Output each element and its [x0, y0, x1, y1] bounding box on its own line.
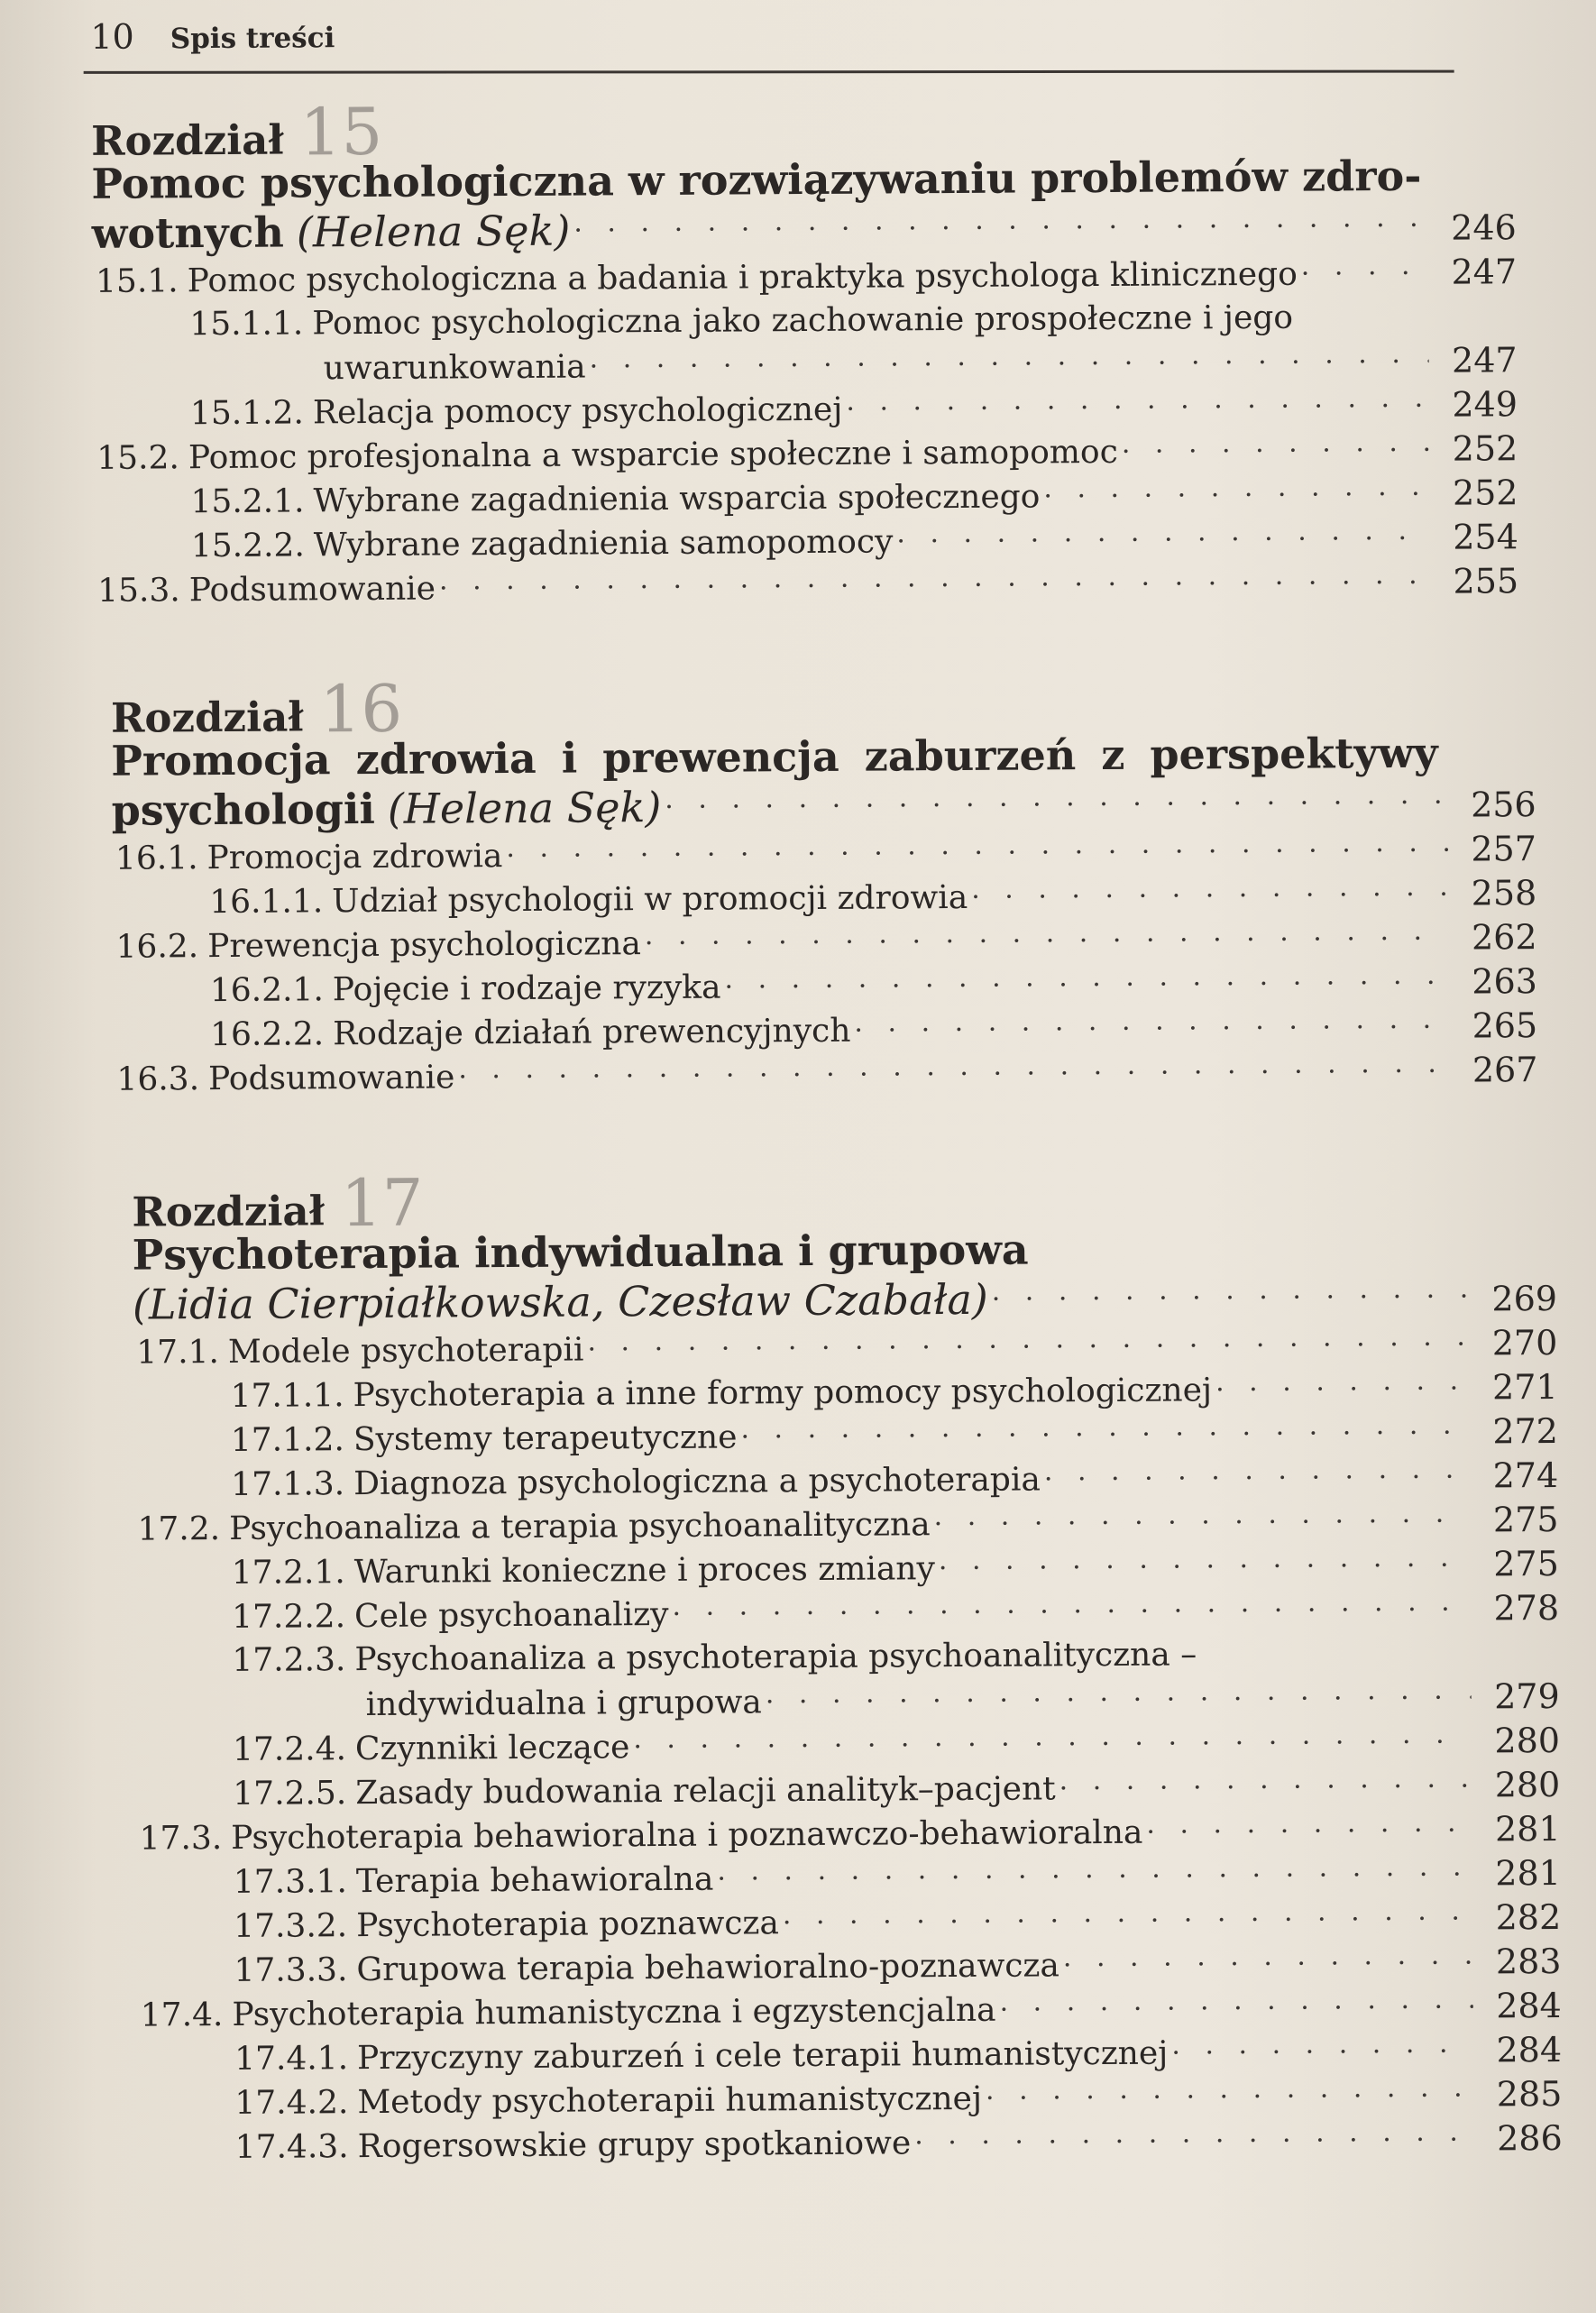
section-number: 17.4.: [140, 1996, 224, 2034]
page-ref: 247: [1451, 339, 1518, 381]
chapter-title: Promocja zdrowia i prewencja zaburzeń z perspektywy: [111, 728, 1438, 785]
section-title: Rogersowskie grupy spotkaniowe: [357, 2124, 912, 2165]
section-title: Pomoc profesjonalna a wsparcie społeczne i samopomoc: [188, 433, 1118, 476]
toc-entry[interactable]: [138, 2116, 1563, 2169]
chapter-heading: [132, 1164, 1556, 1242]
section-number: 17.3.: [139, 1819, 223, 1858]
section-number: 17.4.2.: [234, 2083, 349, 2122]
section-title: Systemy terapeutyczne: [353, 1418, 738, 1458]
chapter-number: 17: [340, 1164, 424, 1242]
section-title: Relacja pomocy psychologicznej: [312, 390, 843, 431]
section-title: Psychoterapia humanistyczna i egzystencjalna: [232, 1991, 996, 2033]
chapter-title-cont: wotnych: [91, 207, 285, 258]
section-number: 16.3.: [116, 1060, 200, 1098]
section-number: 16.1.1.: [209, 882, 324, 921]
section-title: Promocja zdrowia: [206, 837, 503, 877]
section-number: 17.4.3.: [234, 2127, 349, 2166]
page-ref: 275: [1492, 1499, 1559, 1539]
section-number: 15.2.: [96, 438, 180, 477]
page-ref: 267: [1472, 1049, 1538, 1090]
chapter-15: [90, 93, 1519, 611]
leader-dots: [672, 1579, 1471, 1635]
section-number: 17.2.2.: [231, 1597, 346, 1636]
section-title: Grupowa terapia behawioralno-poznawcza: [356, 1946, 1060, 1988]
section-title: Psychoanaliza a psychoterapia psychoanalityczna –: [354, 1635, 1197, 1678]
section-number: 17.1.: [136, 1333, 220, 1372]
section-number: 17.4.1.: [234, 2039, 349, 2078]
page-ref: 256: [1470, 784, 1536, 825]
leader-dots: [439, 552, 1430, 610]
page-ref: 272: [1492, 1410, 1559, 1451]
page-ref: 247: [1451, 251, 1518, 292]
section-number: 16.2.2.: [210, 1014, 325, 1053]
page-ref: 263: [1472, 960, 1537, 1002]
page-ref: 252: [1452, 427, 1518, 469]
section-number: 17.2.4.: [232, 1730, 347, 1768]
section-number: 16.1.: [115, 839, 198, 877]
page-ref: 249: [1452, 383, 1518, 425]
section-title: Diagnoza psychologiczna a psychoterapia: [353, 1460, 1041, 1502]
section-number: 17.2.5.: [233, 1774, 347, 1813]
toc-entry[interactable]: [113, 1048, 1537, 1101]
chapter-17: [132, 1164, 1563, 2169]
section-title: Podsumowanie: [188, 570, 436, 609]
section-title: Modele psychoterapii: [227, 1331, 584, 1371]
section-number: 17.3.2.: [234, 1906, 348, 1945]
section-number: 17.1.2.: [230, 1420, 345, 1459]
page-ref: 270: [1491, 1322, 1558, 1363]
chapter-title-cont: psychologii: [111, 784, 376, 835]
page-ref: 284: [1496, 1985, 1562, 2025]
chapter-label: Rozdział: [110, 693, 304, 742]
section-title: Wybrane zagadnienia samopomocy: [313, 522, 894, 564]
page-ref: 286: [1497, 2117, 1563, 2158]
section-number: 15.1.: [95, 262, 179, 300]
section-number: 17.1.1.: [230, 1376, 344, 1415]
chapter-title: Pomoc psychologiczna w rozwiązywaniu problemów zdro-: [91, 151, 1422, 208]
section-number: 15.1.1.: [189, 304, 304, 343]
section-title: Przyczyny zaburzeń i cele terapii humanistycznej: [356, 2034, 1169, 2077]
page-ref: 246: [1451, 207, 1517, 248]
chapter-number: 15: [299, 93, 383, 170]
section-number: 16.2.: [115, 927, 199, 966]
section-title: Rodzaje działań prewencyjnych: [333, 1012, 851, 1052]
section-title: Pojęcie i rodzaje ryzyka: [332, 968, 721, 1008]
page-number: 10: [90, 16, 134, 57]
section-title: Metody psychoterapii humanistycznej: [357, 2079, 983, 2121]
chapter-label: Rozdział: [132, 1187, 326, 1236]
section-number: 15.1.2.: [189, 393, 305, 432]
toc-entry[interactable]: [134, 1585, 1559, 1638]
page-ref: 274: [1492, 1455, 1559, 1495]
section-number: 15.2.1.: [190, 482, 305, 520]
leader-dots: [914, 2109, 1474, 2164]
page-ref: 284: [1496, 2029, 1563, 2070]
section-title: Psychoterapia a inne formy pomocy psychologicznej: [353, 1371, 1213, 1414]
section-title: Udział psychologii w promocji zdrowia: [332, 878, 968, 920]
header-rule: [84, 70, 1454, 74]
page-ref: 269: [1491, 1278, 1558, 1318]
section-title-cont: indywidualna i grupowa: [365, 1683, 762, 1723]
page-ref: 281: [1495, 1852, 1562, 1893]
chapter-label: Rozdział: [90, 115, 284, 165]
chapter-author: (Helena Sęk): [296, 206, 571, 256]
chapter-author: (Lidia Cierpiałkowska, Czesław Czabała): [132, 1274, 988, 1329]
page-ref: 254: [1453, 516, 1518, 557]
page-ref: 255: [1453, 560, 1519, 601]
section-title: Prewencja psychologiczna: [207, 924, 641, 965]
toc-entry[interactable]: [94, 559, 1518, 612]
page-ref: 252: [1452, 472, 1518, 513]
page-ref: 258: [1471, 872, 1537, 913]
section-title: Psychoanaliza a terapia psychoanalityczna: [229, 1505, 931, 1547]
chapter-16: [110, 670, 1538, 1100]
section-title: Wybrane zagadnienia wsparcia społecznego: [313, 477, 1041, 519]
page-ref: 265: [1472, 1005, 1538, 1046]
section-title: Cele psychoanalizy: [353, 1595, 669, 1635]
chapter-author: (Helena Sęk): [387, 782, 662, 833]
section-title: Pomoc psychologiczna jako zachowanie prospołeczne i jego: [312, 298, 1294, 342]
section-title: Psychoterapia behawioralna i poznawczo-behawioralna: [231, 1813, 1143, 1857]
section-title: Psychoterapia poznawcza: [356, 1904, 780, 1944]
page-ref: 275: [1493, 1543, 1559, 1583]
page-ref: 282: [1495, 1896, 1562, 1937]
page-ref: 283: [1495, 1941, 1562, 1981]
section-number: 17.1.3.: [231, 1464, 345, 1503]
section-number: 15.3.: [97, 571, 180, 610]
section-title-cont: uwarunkowania: [323, 348, 586, 387]
page-ref: 278: [1493, 1587, 1560, 1628]
section-number: 17.2.: [137, 1510, 221, 1548]
section-number: 17.2.1.: [231, 1553, 345, 1592]
page-ref: 271: [1491, 1366, 1558, 1407]
section-title: Podsumowanie: [207, 1058, 455, 1097]
page-ref: 279: [1494, 1675, 1560, 1716]
section-title: Warunki konieczne i proces zmiany: [353, 1549, 936, 1591]
chapter-title: Psychoterapia indywidualna i grupowa: [132, 1225, 1029, 1280]
section-title: Zasady budowania relacji analityk–pacjent: [355, 1769, 1056, 1812]
running-head-title: Spis treści: [170, 22, 335, 56]
page-ref: 281: [1494, 1808, 1561, 1849]
chapter-number: 16: [319, 670, 403, 748]
section-title: Czynniki leczące: [354, 1728, 630, 1767]
page-ref: 285: [1496, 2073, 1563, 2114]
section-number: 17.3.1.: [233, 1862, 347, 1901]
page-ref: 257: [1471, 828, 1537, 869]
toc-entry[interactable]: [92, 250, 1517, 303]
page-ref: 280: [1494, 1720, 1561, 1760]
section-number: 17.3.3.: [234, 1950, 348, 1989]
section-title: Pomoc psychologiczna a badania i praktyka psychologa klinicznego: [187, 255, 1298, 299]
leader-dots: [458, 1041, 1449, 1098]
leader-dots: [1301, 243, 1429, 295]
page-ref: 280: [1494, 1764, 1561, 1804]
section-number: 15.2.2.: [190, 526, 305, 564]
section-number: 17.2.3.: [232, 1640, 346, 1679]
page-ref: 262: [1471, 916, 1537, 958]
section-title: Terapia behawioralna: [355, 1860, 714, 1900]
running-head: [90, 15, 335, 71]
section-number: 16.2.1.: [209, 970, 324, 1009]
